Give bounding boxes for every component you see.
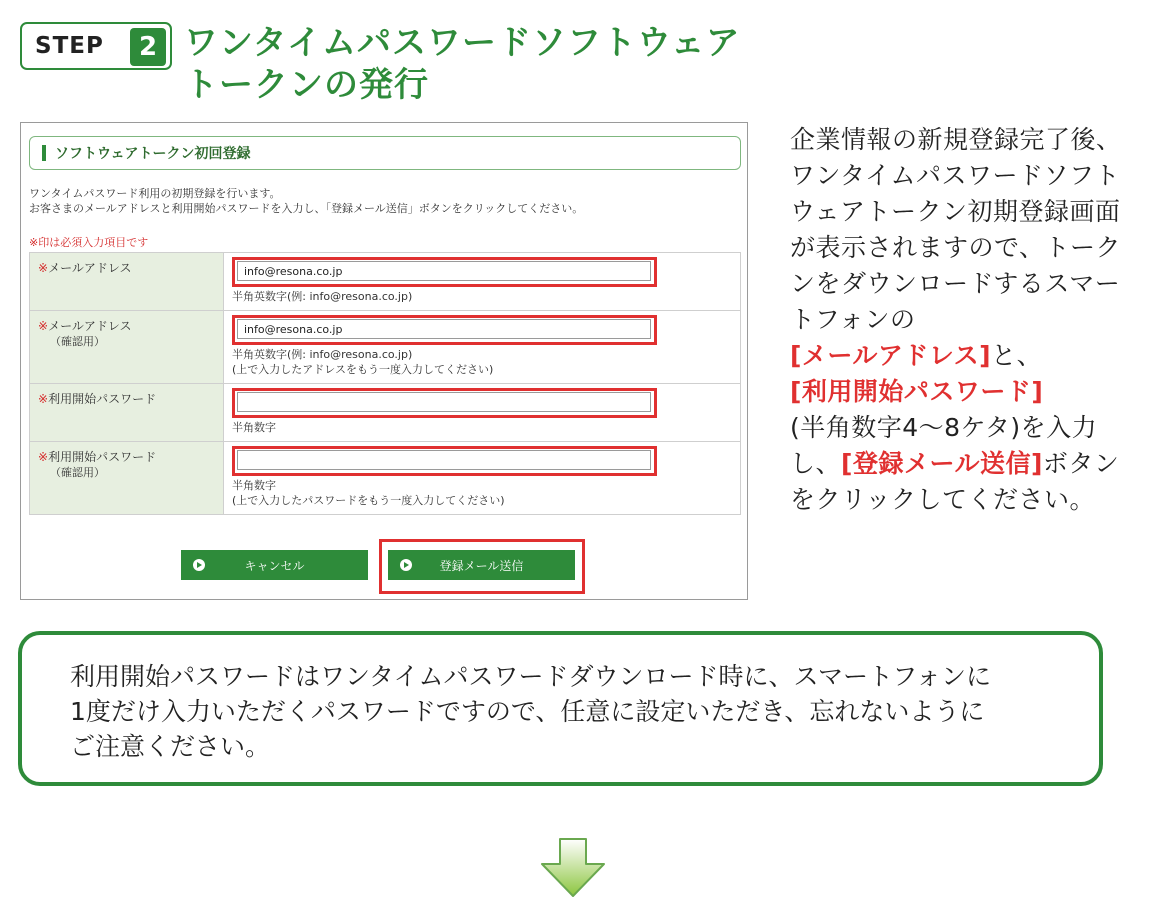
step-title-line2: トークンの発行 — [184, 65, 429, 105]
table-row — [30, 253, 741, 311]
field-hint: 半角英数字(例: info@resona.co.jp) — [232, 348, 413, 361]
step-title-line1: ワンタイムパスワードソフトウェア — [184, 23, 741, 63]
step-number: 2 — [130, 28, 166, 66]
step-label: STEP — [35, 33, 104, 59]
down-arrow-icon — [540, 838, 606, 898]
intro-line1: ワンタイムパスワード利用の初期登録を行います。 — [29, 187, 281, 200]
label-text: 利用開始パスワード — [48, 392, 157, 406]
required-mark: ※ — [38, 450, 49, 464]
form-title-box — [29, 136, 741, 170]
note-box — [18, 631, 1103, 786]
required-note: ※印は必須入力項目です — [29, 236, 149, 249]
intro-line2: お客さまのメールアドレスと利用開始パスワードを入力し、「登録メール送信」ボタンをクリックしてください。 — [29, 202, 584, 215]
table-row — [30, 384, 741, 442]
cancel-button-label: キャンセル — [244, 558, 305, 573]
intro-text — [29, 186, 583, 216]
field-hint-2: (上で入力したアドレスをもう一度入力してください) — [232, 363, 494, 376]
field-label — [30, 253, 224, 311]
instruction-text — [790, 122, 1140, 518]
highlight-frame — [232, 446, 657, 478]
label-text: 利用開始パスワード — [48, 450, 157, 464]
highlight-frame — [232, 315, 657, 347]
instruction-em-send: [登録メール送信] — [841, 449, 1043, 478]
instruction-p2: と、 — [991, 341, 1043, 370]
instruction-p3: (半角数字4～8ケタ)を入力し、 — [790, 413, 1098, 478]
registration-form-table — [29, 252, 741, 515]
field-label — [30, 442, 224, 515]
label-text: メールアドレス — [48, 261, 132, 275]
step-title — [184, 22, 804, 106]
password-input[interactable] — [237, 392, 651, 412]
label-text: メールアドレス — [48, 319, 132, 333]
play-circle-icon — [193, 559, 205, 571]
note-line2: 1度だけ入力いただくパスワードですので、任意に設定いただき、忘れないように — [70, 697, 985, 726]
field-hint: 半角英数字(例: info@resona.co.jp) — [232, 290, 413, 303]
note-line3: ご注意ください。 — [70, 732, 271, 761]
form-title: ソフトウェアトークン初回登録 — [55, 146, 251, 162]
note-text — [70, 659, 1080, 764]
email-input[interactable] — [237, 261, 651, 281]
instruction-em-password: [利用開始パスワード] — [790, 377, 1044, 406]
password-confirm-input[interactable] — [237, 450, 651, 470]
registration-screenshot — [20, 122, 748, 600]
highlight-frame — [232, 388, 657, 420]
label-sub: （確認用） — [50, 466, 105, 479]
field-cell — [224, 384, 741, 442]
field-label — [30, 311, 224, 384]
step-badge — [20, 22, 172, 70]
send-registration-mail-button[interactable] — [388, 550, 575, 580]
cancel-button[interactable] — [181, 550, 368, 580]
play-circle-icon — [400, 559, 412, 571]
highlight-frame — [232, 257, 657, 289]
field-hint: 半角数字 — [232, 479, 276, 492]
table-row — [30, 311, 741, 384]
field-label — [30, 384, 224, 442]
instruction-em-email: [メールアドレス] — [790, 341, 992, 370]
label-sub: （確認用） — [50, 335, 105, 348]
field-cell — [224, 311, 741, 384]
email-confirm-input[interactable] — [237, 319, 651, 339]
required-mark: ※ — [38, 261, 49, 275]
field-cell — [224, 442, 741, 515]
table-row — [30, 442, 741, 515]
required-mark: ※ — [38, 319, 49, 333]
note-line1: 利用開始パスワードはワンタイムパスワードダウンロード時に、スマートフォンに — [70, 662, 992, 691]
instruction-p1: 企業情報の新規登録完了後、ワンタイムパスワードソフトウェアトークン初期登録画面が表示されますので、トークンをダウンロードするスマートフォンの — [790, 125, 1122, 334]
instruction-p4: ボタンをクリックしてください。 — [790, 449, 1120, 514]
required-mark: ※ — [38, 392, 49, 406]
field-hint: 半角数字 — [232, 421, 276, 434]
title-bar-icon — [42, 145, 46, 161]
field-cell — [224, 253, 741, 311]
field-hint-2: (上で入力したパスワードをもう一度入力してください) — [232, 494, 505, 507]
send-button-label: 登録メール送信 — [439, 558, 524, 573]
